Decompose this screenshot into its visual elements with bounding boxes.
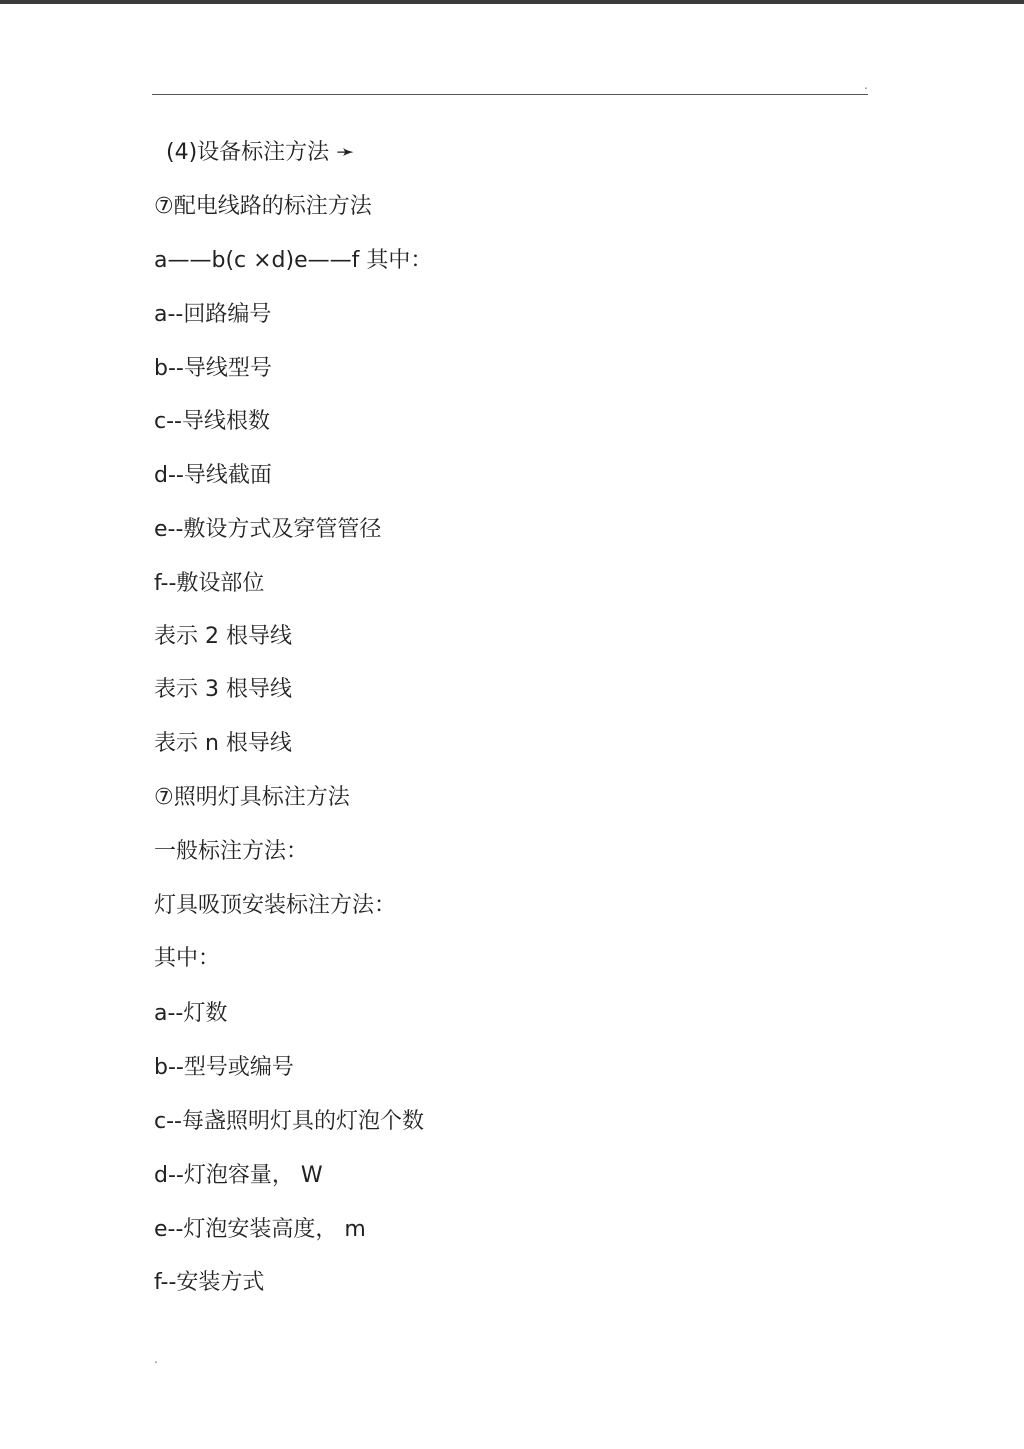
definition-b: b--导线型号 bbox=[154, 356, 272, 381]
note-n-wires: 表示 n 根导线 bbox=[154, 731, 292, 756]
note-3-wires: 表示 3 根导线 bbox=[154, 677, 292, 702]
section-heading-equipment-labeling: (4)设备标注方法 ➛ bbox=[166, 140, 355, 165]
definition-f: f--敷设部位 bbox=[154, 571, 265, 596]
lighting-definition-a: a--灯数 bbox=[154, 1001, 228, 1026]
note-2-wires: 表示 2 根导线 bbox=[154, 624, 292, 649]
lighting-definition-e: e--灯泡安装高度， m bbox=[154, 1217, 366, 1242]
ceiling-mount-method-label: 灯具吸顶安装标注方法： bbox=[154, 893, 397, 918]
header-rule bbox=[152, 94, 868, 95]
definition-d: d--导线截面 bbox=[154, 463, 272, 488]
header-marker: . bbox=[864, 78, 868, 92]
top-border bbox=[0, 0, 1024, 4]
subsection-heading-distribution-line: ⑦配电线路的标注方法 bbox=[154, 194, 372, 219]
definition-a: a--回路编号 bbox=[154, 302, 272, 327]
definition-e: e--敷设方式及穿管管径 bbox=[154, 517, 382, 542]
formula-line: a——b(c ×d)e——f 其中： bbox=[154, 248, 433, 273]
lighting-definition-c: c--每盏照明灯具的灯泡个数 bbox=[154, 1109, 424, 1134]
where-label: 其中： bbox=[154, 946, 221, 971]
lighting-definition-d: d--灯泡容量， W bbox=[154, 1163, 323, 1188]
general-method-label: 一般标注方法： bbox=[154, 839, 309, 864]
footer-marker: . bbox=[154, 1352, 158, 1366]
lighting-definition-f: f--安装方式 bbox=[154, 1270, 265, 1295]
lighting-definition-b: b--型号或编号 bbox=[154, 1055, 294, 1080]
definition-c: c--导线根数 bbox=[154, 409, 270, 434]
subsection-heading-lighting: ⑦照明灯具标注方法 bbox=[154, 785, 350, 810]
